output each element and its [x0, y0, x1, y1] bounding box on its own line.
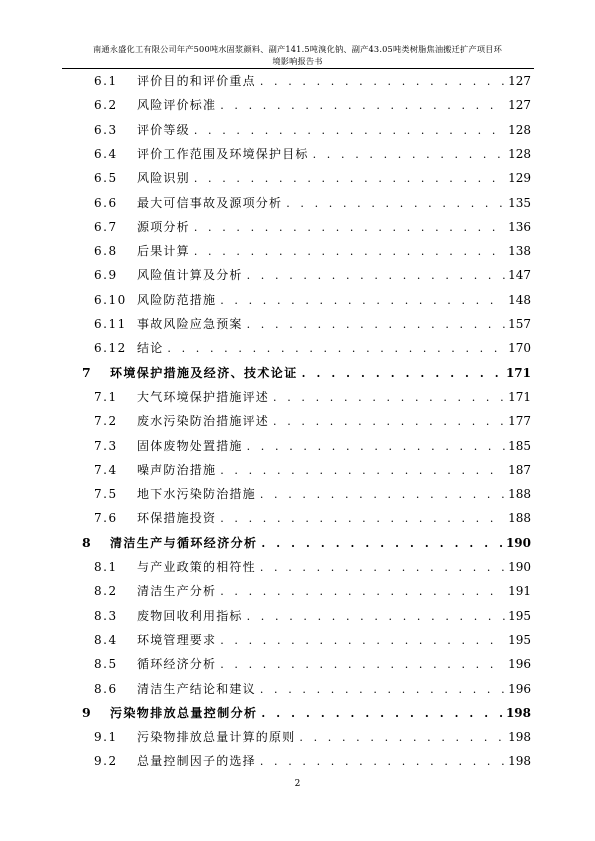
- toc-entry-page: 128: [508, 122, 531, 137]
- toc-entry-page: 190: [508, 560, 531, 574]
- toc-entry-title: 固体废物处置措施: [137, 438, 243, 453]
- toc-entry-number: 6.10: [94, 292, 127, 307]
- toc-entry-page: 127: [508, 74, 531, 88]
- toc-entry-number: 6.5: [94, 171, 118, 186]
- toc-entry-number: 7.3: [94, 438, 118, 453]
- toc-entry-page: 135: [508, 195, 531, 210]
- header-line-1: 南通永盛化工有限公司年产500吨水固浆颜料、副产141.5吨溴化钠、副产43.05吨类树脂焦油搬迁扩产项目环: [93, 44, 502, 54]
- toc-dot-leader: [247, 269, 505, 282]
- toc-entry-page: 188: [508, 511, 531, 526]
- toc-entry-page: 138: [508, 244, 531, 259]
- toc-entry-title: 风险评价标准: [137, 98, 217, 113]
- toc-entry-page: 171: [505, 365, 531, 380]
- toc-entry-number: 7.5: [94, 487, 118, 502]
- toc-entry-number: 8.4: [94, 632, 118, 647]
- toc-entry-number: 8.5: [94, 657, 118, 672]
- header-line-2: 境影响报告书: [272, 56, 323, 66]
- toc-section-entry[interactable]: [82, 509, 531, 525]
- toc-entry-number: 9.2: [94, 754, 118, 769]
- toc-section-entry[interactable]: [82, 266, 531, 282]
- toc-entry-title: 风险值计算及分析: [137, 268, 243, 283]
- toc-dot-leader: [286, 197, 505, 210]
- toc-entry-page: 148: [508, 292, 531, 307]
- toc-entry-number: 6.12: [94, 341, 127, 356]
- toc-section-entry[interactable]: [82, 218, 531, 234]
- toc-section-entry[interactable]: [82, 437, 531, 453]
- toc-dot-leader: [247, 440, 505, 453]
- toc-dot-leader: [273, 391, 505, 404]
- toc-entry-page: 170: [508, 341, 531, 356]
- toc-entry-title: 结论: [137, 341, 164, 356]
- toc-chapter-entry[interactable]: [82, 534, 531, 550]
- toc-dot-leader: [261, 537, 503, 550]
- toc-dot-leader: [260, 488, 505, 501]
- toc-entry-title: 后果计算: [137, 244, 190, 259]
- toc-entry-title: 与产业政策的相符性: [137, 560, 256, 574]
- toc-section-entry[interactable]: [82, 485, 531, 501]
- toc-dot-leader: [299, 731, 505, 744]
- toc-dot-leader: [302, 367, 503, 380]
- toc-entry-number: 6.7: [94, 219, 118, 234]
- toc-entry-page: 188: [508, 487, 531, 502]
- toc-section-entry[interactable]: [82, 752, 531, 768]
- toc-entry-title: 评价目的和评价重点: [137, 74, 256, 88]
- toc-section-entry[interactable]: [82, 388, 531, 404]
- toc-entry-number: 6.8: [94, 244, 118, 259]
- toc-entry-number: 6.11: [94, 317, 127, 331]
- toc-entry-page: 191: [508, 584, 531, 599]
- toc-dot-leader: [247, 318, 505, 331]
- toc-entry-number: 6.9: [94, 268, 118, 283]
- toc-entry-title: 最大可信事故及源项分析: [137, 195, 283, 210]
- toc-dot-leader: [167, 342, 505, 355]
- toc-dot-leader: [220, 585, 505, 598]
- toc-entry-page: 157: [508, 317, 531, 331]
- toc-dot-leader: [220, 634, 505, 647]
- toc-dot-leader: [260, 683, 505, 696]
- toc-entry-page: 129: [508, 171, 531, 186]
- toc-dot-leader: [261, 707, 503, 720]
- toc-section-entry[interactable]: [82, 412, 531, 428]
- toc-section-entry[interactable]: [82, 558, 531, 574]
- toc-entry-title: 废水污染防治措施评述: [137, 414, 270, 429]
- toc-entry-title: 循环经济分析: [137, 657, 217, 672]
- toc-dot-leader: [220, 294, 505, 307]
- toc-dot-leader: [220, 658, 505, 671]
- toc-dot-leader: [220, 512, 505, 525]
- toc-dot-leader: [260, 561, 505, 574]
- toc-entry-title: 风险识别: [137, 171, 190, 186]
- toc-section-entry[interactable]: [82, 680, 531, 696]
- toc-entry-number: 8: [82, 534, 91, 550]
- toc-dot-leader: [220, 464, 505, 477]
- toc-entry-page: 198: [508, 754, 531, 769]
- toc-entry-page: 198: [508, 730, 531, 745]
- toc-entry-page: 171: [508, 389, 531, 404]
- toc-section-entry[interactable]: [82, 315, 531, 331]
- toc-entry-title: 评价等级: [137, 122, 190, 137]
- toc-entry-title: 污染物排放总量控制分析: [110, 705, 258, 720]
- toc-entry-page: 190: [505, 535, 531, 550]
- toc-entry-title: 风险防范措施: [137, 292, 217, 307]
- toc-section-entry[interactable]: [82, 72, 531, 88]
- toc-entry-number: 6.2: [94, 98, 118, 113]
- toc-entry-page: 195: [508, 632, 531, 647]
- toc-chapter-entry[interactable]: [82, 704, 531, 720]
- toc-entry-number: 8.3: [94, 608, 118, 623]
- toc-entry-page: 128: [508, 146, 531, 161]
- toc-section-entry[interactable]: [82, 655, 531, 671]
- toc-section-entry[interactable]: [82, 631, 531, 647]
- toc-entry-page: 187: [508, 462, 531, 477]
- toc-entry-page: 136: [508, 219, 531, 234]
- toc-entry-title: 污染物排放总量计算的原则: [137, 730, 296, 745]
- toc-section-entry[interactable]: [82, 169, 531, 185]
- toc-entry-title: 废物回收利用指标: [137, 608, 243, 623]
- toc-section-entry[interactable]: [82, 607, 531, 623]
- toc-entry-page: 196: [508, 657, 531, 672]
- toc-entry-number: 6.1: [94, 74, 118, 88]
- toc-dot-leader: [194, 245, 505, 258]
- toc-entry-page: 147: [508, 268, 531, 283]
- toc-entry-number: 7: [82, 364, 91, 380]
- toc-entry-number: 7.1: [94, 389, 118, 404]
- toc-dot-leader: [194, 172, 505, 185]
- toc-entry-page: 198: [505, 705, 531, 720]
- toc-entry-number: 6.4: [94, 146, 118, 161]
- toc-entry-title: 事故风险应急预案: [137, 317, 243, 331]
- toc-section-entry[interactable]: [82, 728, 531, 744]
- toc-entry-title: 环保措施投资: [137, 511, 217, 526]
- toc-entry-page: 195: [508, 608, 531, 623]
- toc-dot-leader: [247, 610, 505, 623]
- toc-section-entry[interactable]: [82, 121, 531, 137]
- toc-entry-number: 9.1: [94, 730, 118, 745]
- toc-entry-number: 8.6: [94, 681, 118, 696]
- toc-entry-number: 7.2: [94, 414, 118, 429]
- toc-section-entry[interactable]: [82, 145, 531, 161]
- toc-section-entry[interactable]: [82, 242, 531, 258]
- toc-entry-title: 环境管理要求: [137, 632, 217, 647]
- toc-section-entry[interactable]: [82, 582, 531, 598]
- toc-dot-leader: [260, 755, 505, 768]
- toc-dot-leader: [273, 415, 505, 428]
- toc-entry-number: 6.6: [94, 195, 118, 210]
- toc-entry-title: 评价工作范围及环境保护目标: [137, 146, 309, 161]
- toc-entry-title: 总量控制因子的选择: [137, 754, 256, 769]
- page-number: 2: [294, 779, 301, 789]
- toc-entry-page: 185: [508, 438, 531, 453]
- toc-entry-title: 噪声防治措施: [137, 462, 217, 477]
- toc-section-entry[interactable]: [82, 96, 531, 112]
- toc-entry-title: 环境保护措施及经济、技术论证: [110, 365, 298, 380]
- toc-entry-number: 7.6: [94, 511, 118, 526]
- toc-section-entry[interactable]: [82, 339, 531, 355]
- toc-entry-number: 6.3: [94, 122, 118, 137]
- toc-entry-title: 大气环境保护措施评述: [137, 389, 270, 404]
- toc-dot-leader: [220, 99, 505, 112]
- toc-entry-title: 清洁生产与循环经济分析: [110, 535, 258, 550]
- toc-entry-number: 9: [82, 704, 91, 720]
- toc-section-entry[interactable]: [82, 291, 531, 307]
- toc-dot-leader: [194, 124, 505, 137]
- toc-entry-number: 8.2: [94, 584, 118, 599]
- toc-entry-title: 地下水污染防治措施: [137, 487, 256, 502]
- toc-entry-number: 7.4: [94, 462, 118, 477]
- toc-entry-title: 源项分析: [137, 219, 190, 234]
- toc-entry-page: 196: [508, 681, 531, 696]
- toc-entry-title: 清洁生产结论和建议: [137, 681, 256, 696]
- toc-entry-title: 清洁生产分析: [137, 584, 217, 599]
- toc-chapter-entry[interactable]: [82, 364, 531, 380]
- toc-dot-leader: [313, 148, 505, 161]
- toc-entry-page: 127: [508, 98, 531, 113]
- toc-section-entry[interactable]: [82, 194, 531, 210]
- toc-dot-leader: [194, 221, 505, 234]
- toc-entry-number: 8.1: [94, 560, 118, 574]
- toc-entry-page: 177: [508, 414, 531, 429]
- toc-dot-leader: [260, 75, 505, 88]
- toc-section-entry[interactable]: [82, 461, 531, 477]
